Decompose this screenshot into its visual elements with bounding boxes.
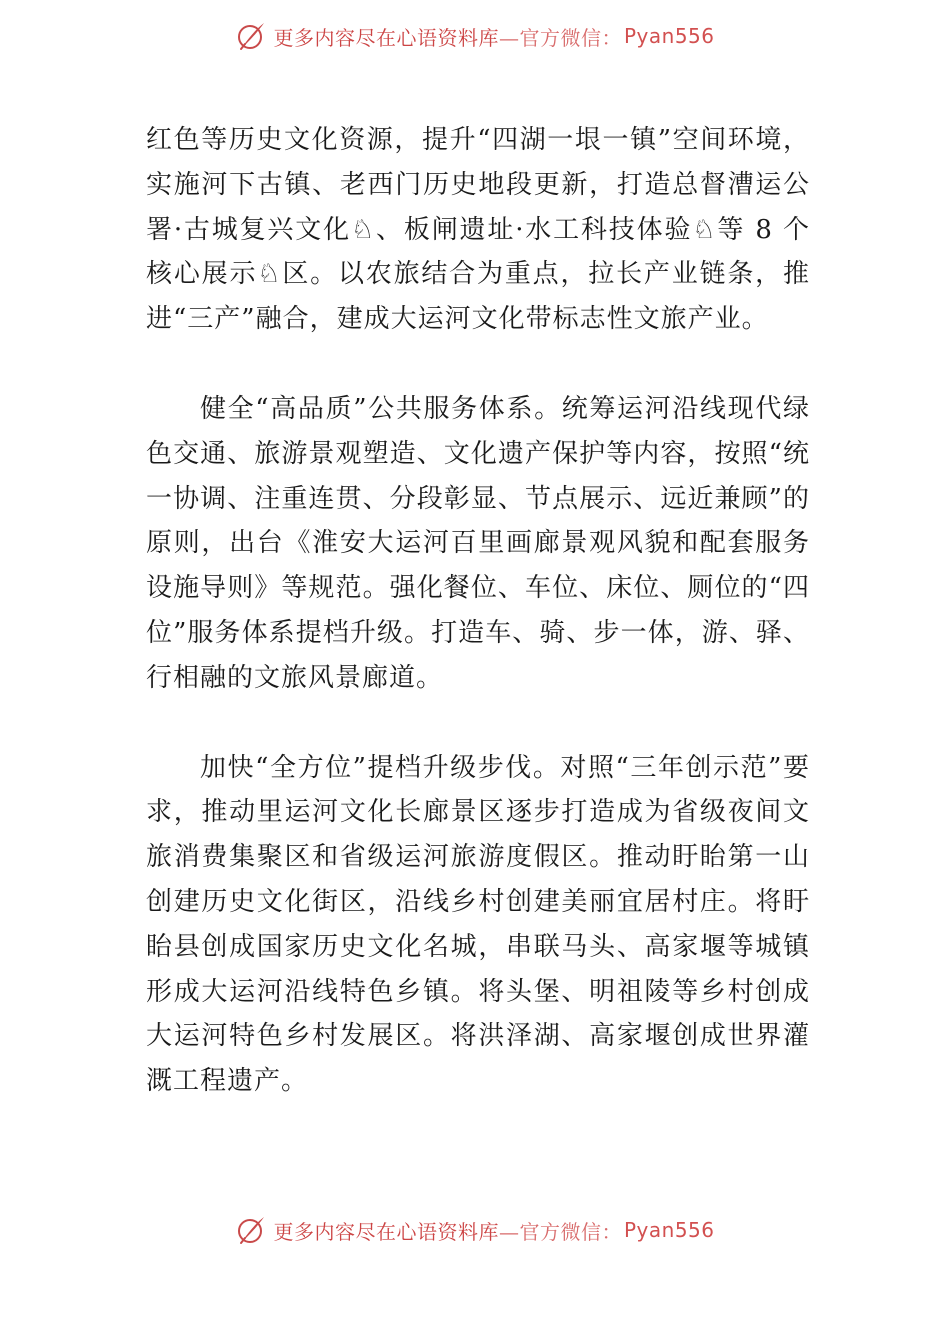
paragraph-public-services: 健全“高品质”公共服务体系。统筹运河沿线现代绿色交通、旅游景观塑造、文化遗产保护等内容，按照“统一协调、注重连贯、分段彰显、节点展示、远近兼顾”的原则，出台《淮安大运河百里画廊景观风貌和配套服务设施导则》等规范。强化餐位、车位、床位、厕位的“四位”服务体系提档升级。打造车、骑、步一体，游、驿、行相融的文旅风景廊道。 [146, 393, 810, 693]
header-watermark [0, 14, 950, 58]
watermark-text: 更多内容尽在心语资料库 [273, 1219, 499, 1244]
footer-watermark [0, 1208, 950, 1252]
paragraph-continuation: 红色等历史文化资源，提升“四湖一垠一镇”空间环境，实施河下古镇、老西门历史地段更新，打造总督漕运公署·古城复兴文化♘、板闸遗址·水工科技体验♘等 8 个核心展示♘区。以农旅结合为重点，拉长产业链条，推进“三产”融合，建成大运河文化带标志性文旅产业。 [146, 125, 810, 335]
watermark-separator: —官方微信： [498, 1219, 622, 1244]
quill-logo-icon [235, 20, 267, 52]
watermark-text: 更多内容尽在心语资料库 [273, 25, 499, 50]
watermark-separator: —官方微信： [498, 25, 622, 50]
watermark-wechat-id: Pyan556 [623, 1218, 715, 1242]
document-body [146, 118, 810, 1104]
quill-logo-icon [235, 1214, 267, 1246]
paragraph-upgrade-pace: 加快“全方位”提档升级步伐。对照“三年创示范”要求，推动里运河文化长廊景区逐步打造成为省级夜间文旅消费集聚区和省级运河旅游度假区。推动盱眙第一山创建历史文化街区，沿线乡村创建美丽宜居村庄。将盱眙县创成国家历史文化名城，串联马头、高家堰等城镇形成大运河沿线特色乡镇。将头堡、明祖陵等乡村创成大运河特色乡村发展区。将洪泽湖、高家堰创成世界灌溉工程遗产。 [146, 752, 810, 1097]
watermark-wechat-id: Pyan556 [623, 24, 715, 48]
